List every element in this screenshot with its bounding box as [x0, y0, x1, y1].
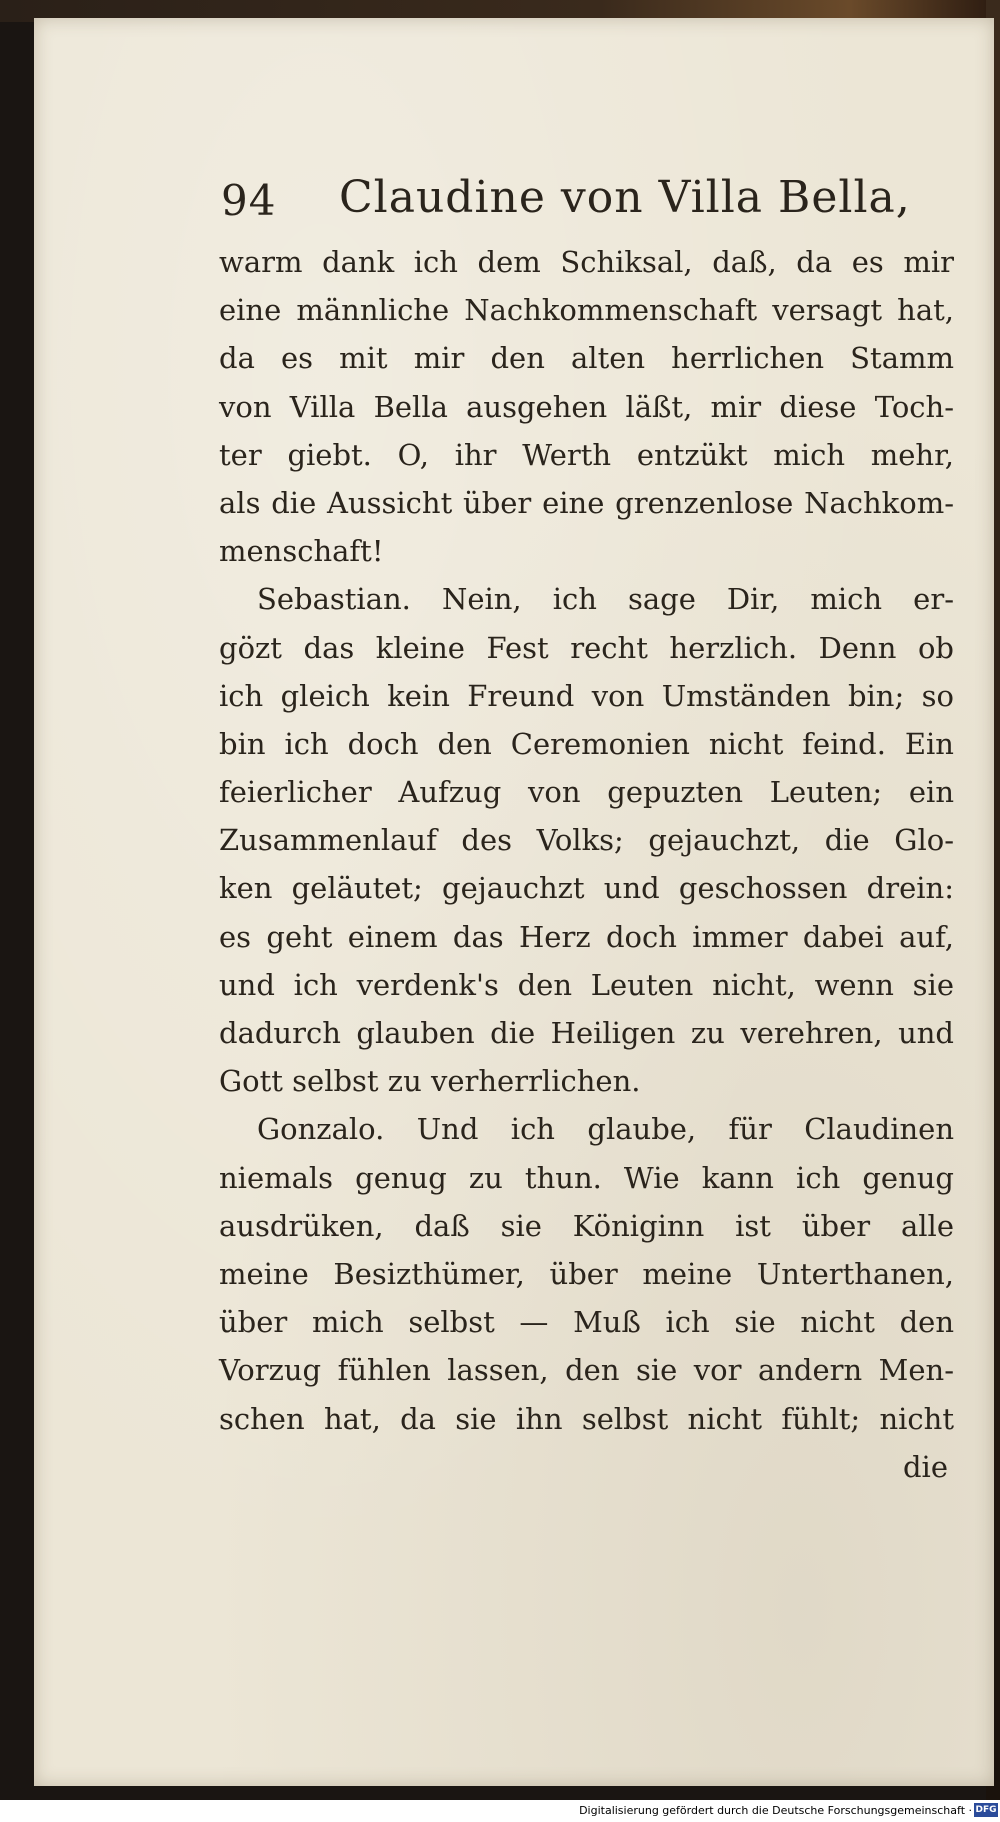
- text-line: Zusammenlauf des Volks; gejauchzt, die Glo-: [219, 823, 954, 858]
- text-line: über mich selbst — Muß ich sie nicht den: [219, 1305, 954, 1340]
- text-line: von Villa Bella ausgehen läßt, mir diese Toch-: [219, 389, 954, 424]
- dfg-logo: DFG: [975, 1805, 997, 1815]
- text-line: da es mit mir den alten herrlichen Stamm: [219, 341, 954, 376]
- text-line: und ich verdenk's den Leuten nicht, wenn sie: [219, 967, 954, 1002]
- text-line: eine männliche Nachkommenschaft versagt hat,: [219, 293, 954, 328]
- text-line: schen hat, da sie ihn selbst nicht fühlt; nicht: [219, 1401, 954, 1436]
- text-line: warm dank ich dem Schiksal, daß, da es mir: [219, 245, 954, 279]
- text-line: menschaft!: [219, 534, 384, 569]
- funding-credit: Digitalisierung gefördert durch die Deutsche Forschungsgemeinschaft ·: [579, 1804, 972, 1817]
- text-line: als die Aussicht über eine grenzenlose Nachkom-: [219, 485, 954, 520]
- text-line: ausdrüken, daß sie Königinn ist über alle: [219, 1208, 954, 1243]
- text-line: feierlicher Aufzug von gepuzten Leuten; ein: [219, 775, 954, 810]
- running-title: Claudine von Villa Bella,: [339, 172, 911, 223]
- text-line: meine Besizthümer, über meine Unterthanen,: [219, 1256, 954, 1291]
- text-block: [219, 238, 954, 1491]
- text-line: Gott selbst zu verherrlichen.: [219, 1064, 641, 1099]
- text-line: gözt das kleine Fest recht herzlich. Denn ob: [219, 630, 954, 665]
- page-content: [219, 168, 954, 1491]
- text-line: dadurch glauben die Heiligen zu verehren, und: [219, 1016, 954, 1050]
- page-header: [219, 168, 954, 238]
- text-line: ken geläutet; gejauchzt und geschossen drein:: [219, 871, 954, 906]
- text-line: ter giebt. O, ihr Werth entzükt mich mehr,: [219, 437, 954, 472]
- text-line: es geht einem das Herz doch immer dabei auf,: [219, 919, 954, 954]
- page-number: 94: [221, 176, 277, 225]
- text-line: Vorzug fühlen lassen, den sie vor andern Men-: [219, 1353, 954, 1388]
- speaker-line-sebastian: Sebastian. Nein, ich sage Dir, mich er-: [257, 582, 954, 617]
- catchword: die: [902, 1449, 948, 1484]
- text-line: ich gleich kein Freund von Umständen bin; so: [219, 678, 954, 713]
- speaker-line-gonzalo: Gonzalo. Und ich glaube, für Claudinen: [257, 1112, 954, 1147]
- digitization-footer: [0, 1800, 1000, 1822]
- book-page: [34, 18, 994, 1786]
- text-line: bin ich doch den Ceremonien nicht feind. Ein: [219, 726, 954, 761]
- text-line: niemals genug zu thun. Wie kann ich genug: [219, 1160, 954, 1195]
